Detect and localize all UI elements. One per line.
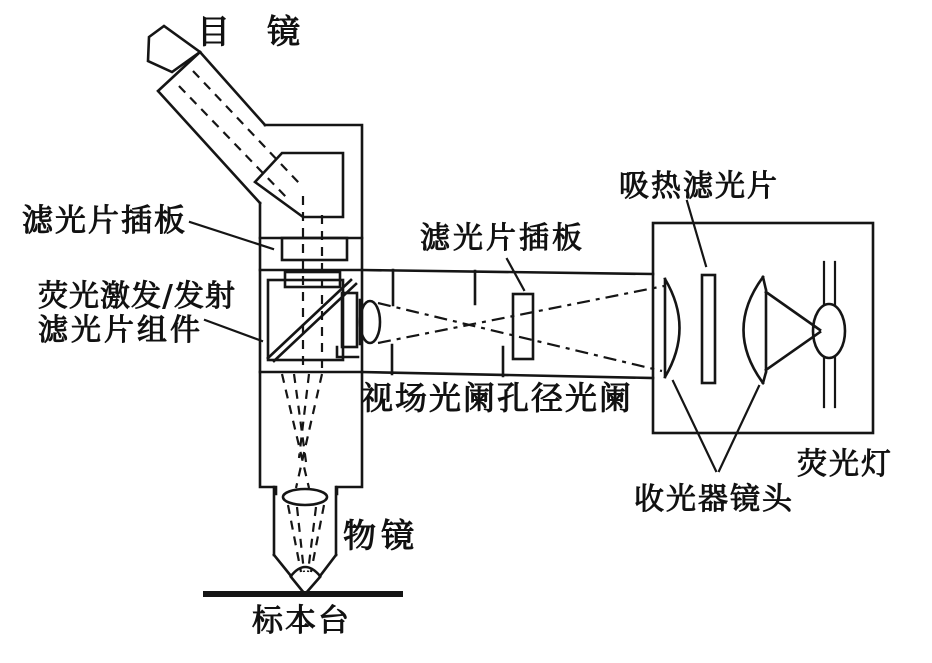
collector-lens-1: [665, 279, 680, 377]
lamp-house-box: [653, 223, 873, 433]
specimen-stage-line: [203, 591, 403, 597]
objective-interior-rays: [288, 505, 324, 572]
head-outline: [260, 125, 362, 494]
label-eyepiece: 目 镜: [197, 12, 302, 51]
heat-filter-plate: [702, 275, 715, 383]
lamp-electrodes: [824, 262, 835, 407]
prism: [255, 153, 343, 217]
leader-collector-lens: [673, 381, 759, 471]
leader-arm-filter-slider: [507, 259, 524, 290]
arm-edges: [362, 270, 653, 378]
label-head-filter-slider: 滤光片插板: [22, 203, 187, 239]
label-arm-filter-slider: 滤光片插板: [420, 221, 585, 256]
objective-front-lens: [291, 567, 320, 576]
label-objective: 物镜: [343, 516, 419, 555]
leader-heat-filter: [687, 201, 706, 266]
label-heat-filter: 吸热滤光片: [619, 169, 779, 204]
vertical-rays-upper: [303, 196, 322, 372]
vertical-rays-converging: [282, 374, 322, 488]
lens-mount-step: [337, 347, 358, 357]
vertical-ray-path: [282, 196, 324, 572]
objective-assembly: [274, 487, 336, 593]
diaphragm-ticks: [392, 270, 503, 376]
eyepiece-assembly: [148, 26, 299, 203]
label-diaphragms: 视场光阑孔径光阑: [361, 379, 634, 417]
label-stage: 标本台: [252, 603, 351, 639]
label-collector-lens: 收光器镜头: [634, 482, 794, 517]
objective-top-lens: [283, 489, 327, 505]
leader-filter-cube: [205, 320, 262, 341]
lamp-bulb: [813, 304, 845, 358]
eyepiece-tube: [158, 52, 265, 203]
objective-tip: [291, 577, 320, 593]
label-lamp: 荧光灯: [797, 447, 893, 482]
arm-filter-plate: [513, 294, 533, 359]
illuminator-arm: [362, 270, 664, 378]
collector-lens-2: [744, 277, 767, 383]
label-filter-cube-line2: 滤光片组件: [38, 313, 203, 348]
lamp-house: [653, 223, 873, 433]
head-filter-slider-plate: [282, 238, 347, 260]
eyepiece-barrel: [148, 26, 200, 72]
objective-taper: [274, 555, 336, 576]
label-filter-cube-line1: 荧光激发/发射: [38, 279, 236, 314]
